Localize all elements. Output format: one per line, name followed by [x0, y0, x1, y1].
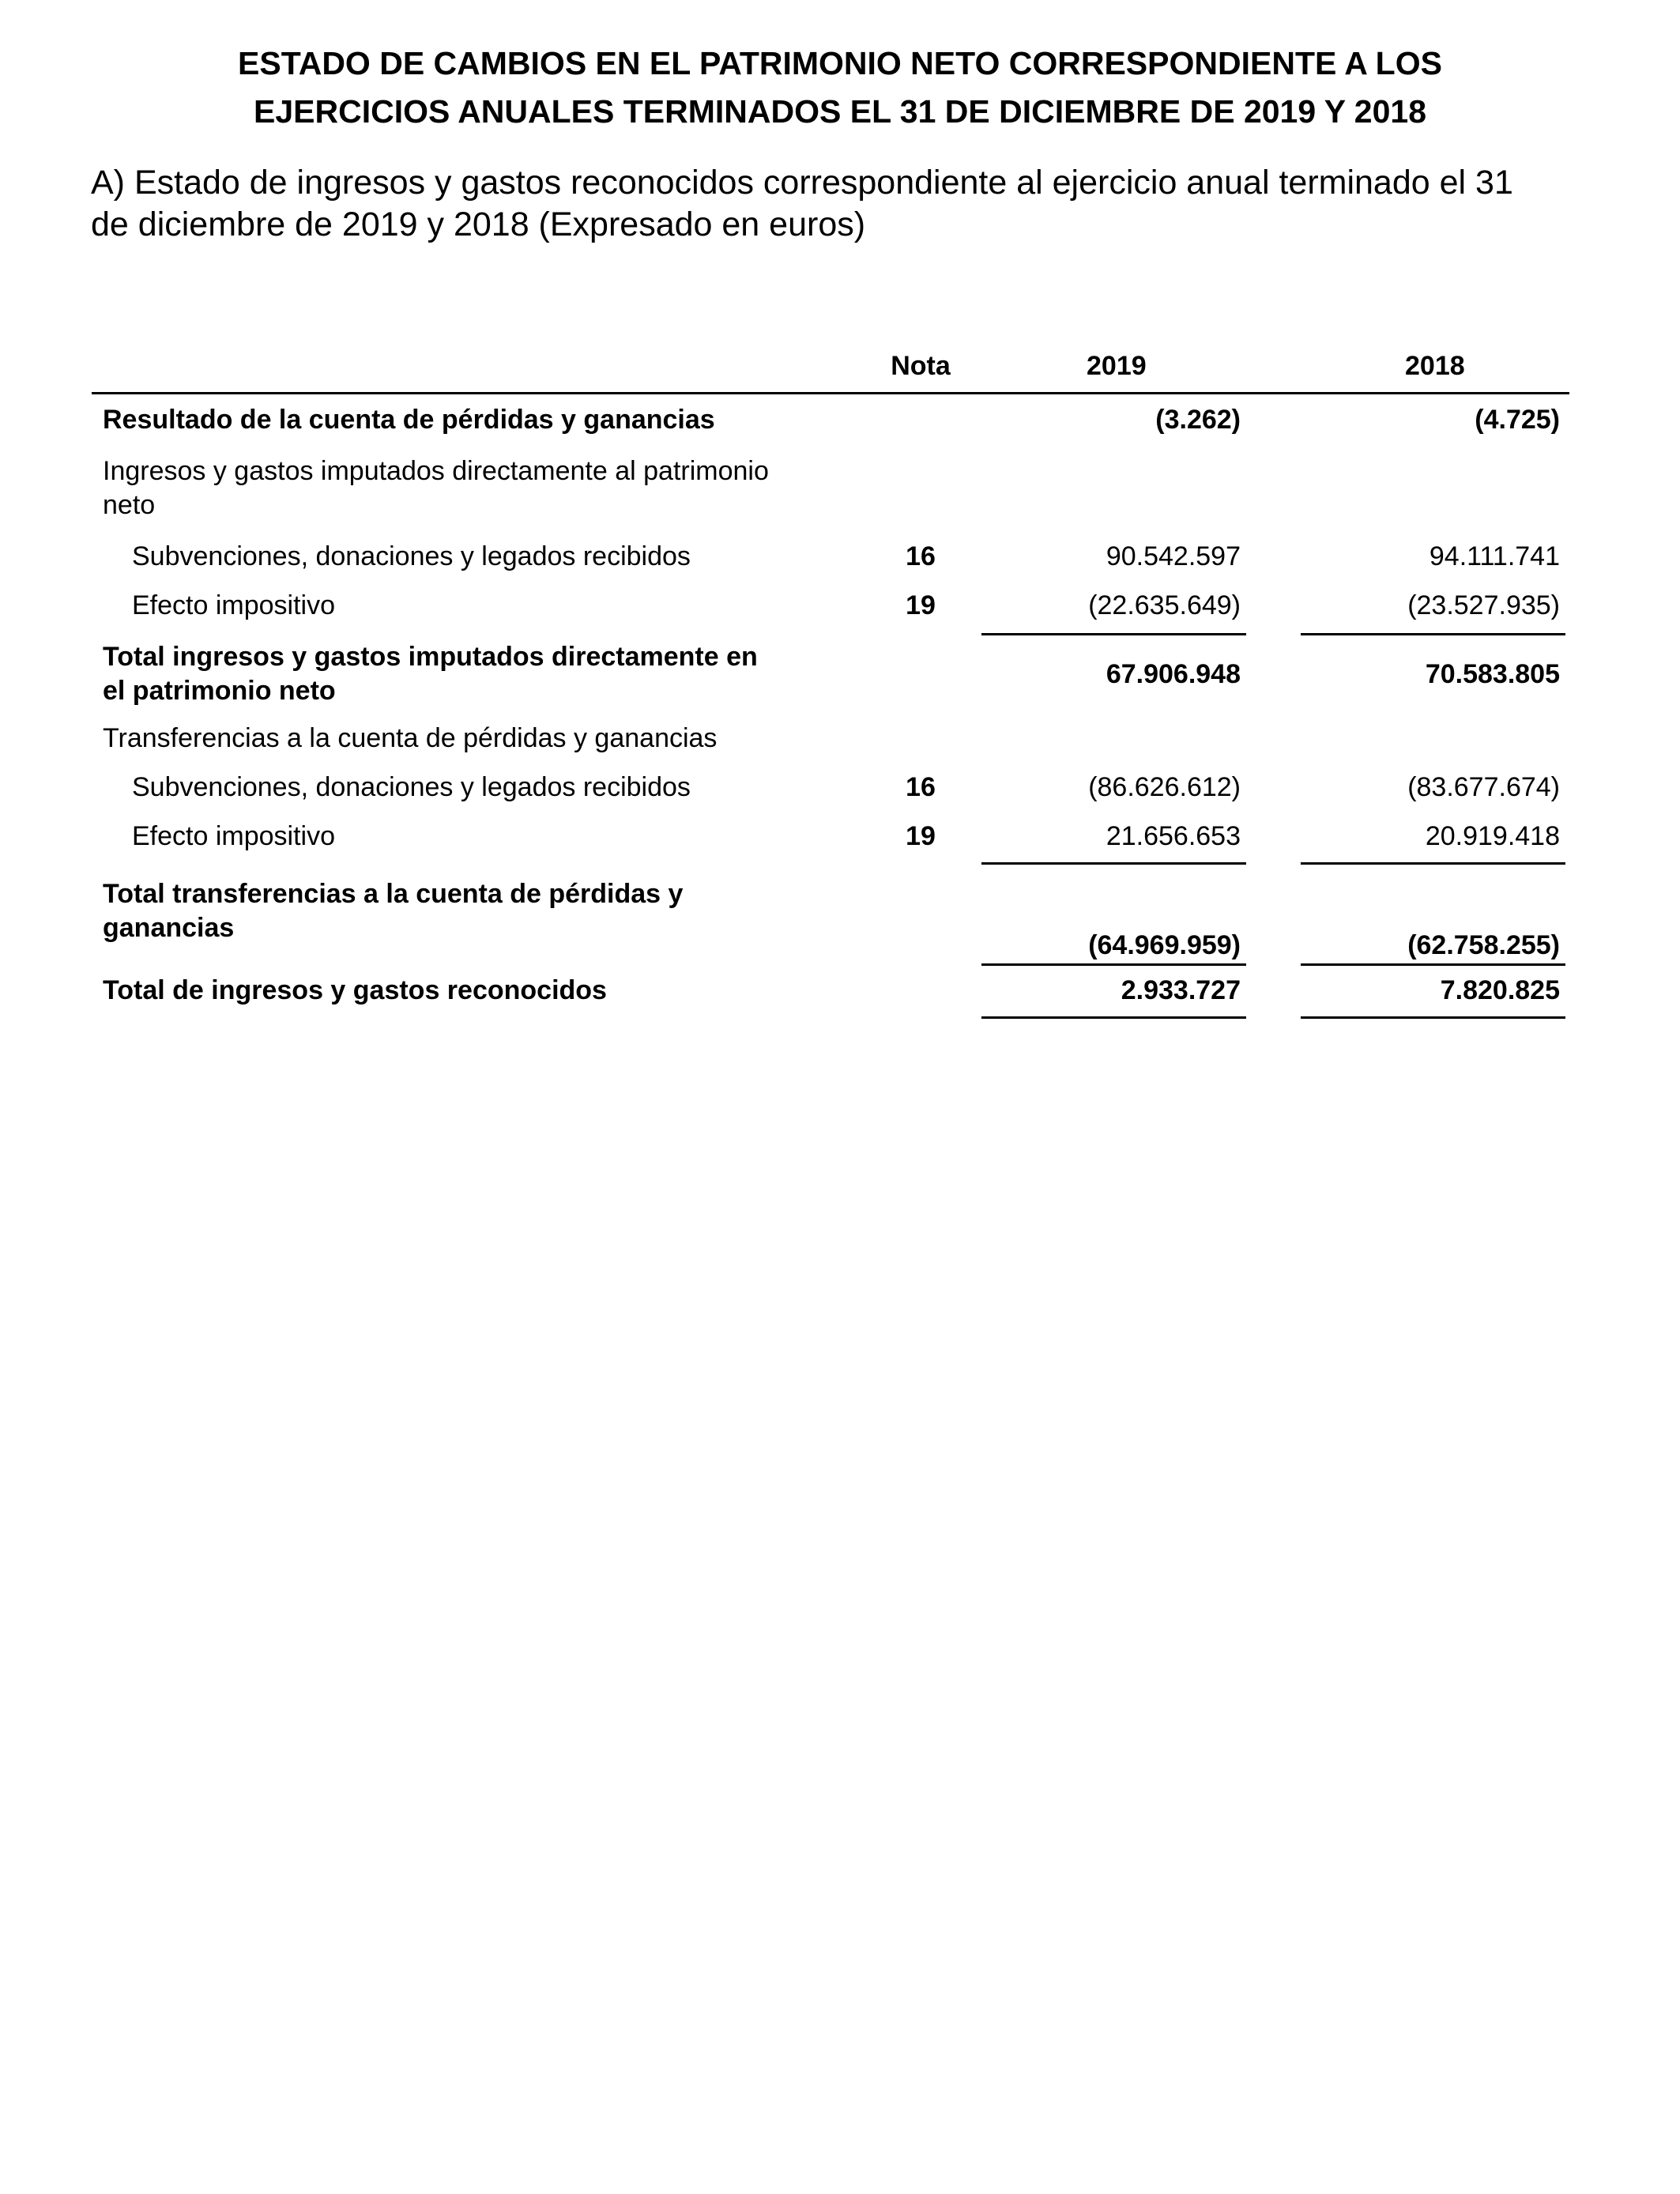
- row-efecto-1-label: Efecto impositivo: [132, 590, 335, 620]
- row-total-imputados-line-1: Total ingresos y gastos imputados directamente en: [103, 642, 758, 672]
- row-resultado-2018: (4.725): [1475, 405, 1560, 435]
- row-ingresos-heading-line-2: neto: [103, 490, 156, 520]
- total-rule-2018: [1301, 963, 1565, 966]
- row-subvenciones-1-2018: 94.111.741: [1429, 541, 1560, 571]
- subtotal-rule-2-2019: [981, 862, 1246, 865]
- row-total-reconocidos-label: Total de ingresos y gastos reconocidos: [103, 975, 607, 1005]
- row-ingresos-heading-line-1: Ingresos y gastos imputados directamente al patrimonio: [103, 456, 769, 486]
- row-transferencias-heading: Transferencias a la cuenta de pérdidas y ganancias: [103, 723, 718, 753]
- row-subvenciones-2-2018: (83.677.674): [1407, 772, 1560, 802]
- page-title-line-1: ESTADO DE CAMBIOS EN EL PATRIMONIO NETO CORRESPONDIENTE A LOS: [238, 45, 1442, 81]
- header-year-2018: 2018: [1405, 351, 1465, 381]
- header-year-2019: 2019: [1087, 351, 1147, 381]
- income-expense-table: [0, 0, 1680, 1027]
- section-subtitle-line-1: A) Estado de ingresos y gastos reconocidos correspondiente al ejercicio anual terminado el 31: [91, 164, 1513, 202]
- row-efecto-2-label: Efecto impositivo: [132, 821, 335, 851]
- total-rule-2019: [981, 963, 1246, 966]
- row-efecto-1-2018: (23.527.935): [1407, 590, 1560, 620]
- subtotal-rule-2-2018: [1301, 862, 1565, 865]
- subtotal-rule-2019: [981, 633, 1246, 635]
- row-total-reconocidos-2018: 7.820.825: [1440, 975, 1560, 1005]
- row-efecto-1-nota: 19: [906, 590, 936, 620]
- header-nota: Nota: [891, 351, 951, 381]
- section-subtitle-line-2: de diciembre de 2019 y 2018 (Expresado en euros): [91, 205, 866, 243]
- row-subvenciones-2-2019: (86.626.612): [1088, 772, 1241, 802]
- row-efecto-2-2019: 21.656.653: [1106, 821, 1241, 851]
- row-subvenciones-2-label: Subvenciones, donaciones y legados recibidos: [132, 772, 691, 802]
- row-total-imputados-2019: 67.906.948: [1106, 659, 1241, 689]
- row-efecto-2-nota: 19: [906, 821, 936, 851]
- subtotal-rule-2018: [1301, 633, 1565, 635]
- row-total-imputados-2018: 70.583.805: [1425, 659, 1560, 689]
- row-resultado-2019: (3.262): [1155, 405, 1241, 435]
- page-title-line-2: EJERCICIOS ANUALES TERMINADOS EL 31 DE DICIEMBRE DE 2019 Y 2018: [253, 93, 1427, 130]
- row-subvenciones-1-label: Subvenciones, donaciones y legados recibidos: [132, 541, 691, 571]
- row-resultado-label: Resultado de la cuenta de pérdidas y ganancias: [103, 405, 715, 435]
- final-rule-2018: [1301, 1016, 1565, 1019]
- row-subvenciones-1-nota: 16: [906, 541, 936, 571]
- row-total-reconocidos-2019: 2.933.727: [1121, 975, 1241, 1005]
- final-rule-2019: [981, 1016, 1246, 1019]
- row-efecto-2-2018: 20.919.418: [1425, 821, 1560, 851]
- row-total-transferencias-2019: (64.969.959): [1088, 930, 1241, 960]
- row-total-transferencias-2018: (62.758.255): [1407, 930, 1560, 960]
- row-total-transferencias-line-1: Total transferencias a la cuenta de pérdidas y: [103, 879, 684, 909]
- row-efecto-1-2019: (22.635.649): [1088, 590, 1241, 620]
- row-total-imputados-line-2: el patrimonio neto: [103, 676, 336, 706]
- row-subvenciones-1-2019: 90.542.597: [1106, 541, 1241, 571]
- row-total-transferencias-line-2: ganancias: [103, 913, 235, 943]
- header-rule: [92, 392, 1569, 394]
- row-subvenciones-2-nota: 16: [906, 772, 936, 802]
